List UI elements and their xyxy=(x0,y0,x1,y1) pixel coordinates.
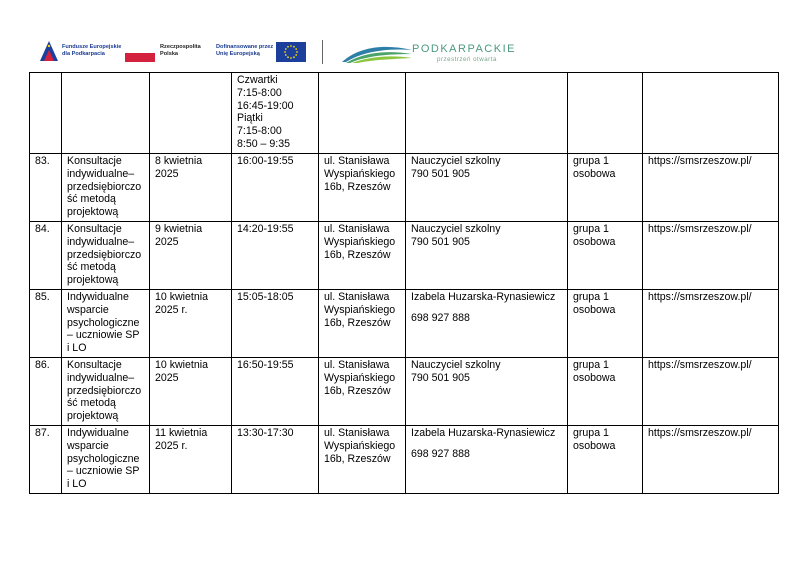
cell-time-continuation: Czwartki 7:15-8:00 16:45-19:00 Piątki 7:15-8:00 8:50 – 9:35 xyxy=(232,73,319,154)
cell-activity: Konsultacje indywidualne– przedsiębiorczo ść metodą projektową xyxy=(62,154,150,222)
cell-activity: Indywidualne wsparcie psychologiczne – uczniowie SP i LO xyxy=(62,426,150,494)
eu-funds-label: Fundusze Europejskie dla Podkarpacia xyxy=(62,44,122,57)
table-row xyxy=(30,358,779,426)
cell-group: grupa 1 osobowa xyxy=(568,426,643,494)
cell-empty xyxy=(30,73,62,154)
eu-cofinanced-label: Dofinansowane przez Unię Europejską xyxy=(216,44,274,57)
poland-label: Rzeczpospolita Polska xyxy=(160,44,201,57)
cell-time: 16:50-19:55 xyxy=(232,358,319,426)
cell-activity: Indywidualne wsparcie psychologiczne – uczniowie SP i LO xyxy=(62,290,150,358)
cell-url xyxy=(643,358,779,426)
cell-url xyxy=(643,290,779,358)
cell-date: 10 kwietnia 2025 xyxy=(150,358,232,426)
cell-time: 15:05-18:05 xyxy=(232,290,319,358)
brand-subtitle: przestrzeń otwarta xyxy=(437,56,497,63)
cell-number: 87. xyxy=(30,426,62,494)
header-divider xyxy=(322,40,323,64)
cell-contact: Nauczyciel szkolny 790 501 905 xyxy=(406,222,568,290)
cell-place: ul. Stanisława Wyspiańskiego 16b, Rzeszów xyxy=(319,222,406,290)
cell-group: grupa 1 osobowa xyxy=(568,222,643,290)
url-text: https://smsrzeszow.pl/ xyxy=(648,155,752,167)
url-text: https://smsrzeszow.pl/ xyxy=(648,291,752,303)
cell-empty xyxy=(643,73,779,154)
eu-funds-logo-icon xyxy=(40,41,58,61)
cell-time: 14:20-19:55 xyxy=(232,222,319,290)
url-text: https://smsrzeszow.pl/ xyxy=(648,427,752,439)
table-row xyxy=(30,426,779,494)
cell-contact: Izabela Huzarska-Rynasiewicz 698 927 888 xyxy=(406,290,568,358)
podkarpackie-logo-icon xyxy=(340,40,415,64)
cell-activity: Konsultacje indywidualne– przedsiębiorczo ść metodą projektową xyxy=(62,222,150,290)
cell-place: ul. Stanisława Wyspiańskiego 16b, Rzeszów xyxy=(319,426,406,494)
cell-group: grupa 1 osobowa xyxy=(568,154,643,222)
cell-date: 11 kwietnia 2025 r. xyxy=(150,426,232,494)
cell-empty xyxy=(319,73,406,154)
url-text: https://smsrzeszow.pl/ xyxy=(648,359,752,371)
logo-header xyxy=(0,0,800,72)
cell-group: grupa 1 osobowa xyxy=(568,290,643,358)
cell-activity: Konsultacje indywidualne– przedsiębiorczo ść metodą projektową xyxy=(62,358,150,426)
poland-flag-icon xyxy=(125,53,155,62)
cell-place: ul. Stanisława Wyspiańskiego 16b, Rzeszów xyxy=(319,290,406,358)
table-row-continuation xyxy=(30,73,779,154)
cell-place: ul. Stanisława Wyspiańskiego 16b, Rzeszów xyxy=(319,154,406,222)
cell-empty xyxy=(406,73,568,154)
cell-time: 13:30-17:30 xyxy=(232,426,319,494)
cell-date: 8 kwietnia 2025 xyxy=(150,154,232,222)
cell-url xyxy=(643,154,779,222)
poland-flag-white xyxy=(125,44,155,53)
url-text: https://smsrzeszow.pl/ xyxy=(648,223,752,235)
cell-number: 84. xyxy=(30,222,62,290)
brand-title: PODKARPACKIE xyxy=(412,43,516,55)
table-row xyxy=(30,222,779,290)
table-row xyxy=(30,154,779,222)
cell-number: 85. xyxy=(30,290,62,358)
cell-contact: Izabela Huzarska-Rynasiewicz 698 927 888 xyxy=(406,426,568,494)
cell-number: 86. xyxy=(30,358,62,426)
cell-time: 16:00-19:55 xyxy=(232,154,319,222)
cell-contact: Nauczyciel szkolny 790 501 905 xyxy=(406,154,568,222)
cell-empty xyxy=(62,73,150,154)
eu-flag-icon xyxy=(276,42,306,62)
cell-number: 83. xyxy=(30,154,62,222)
table-row xyxy=(30,290,779,358)
cell-date: 9 kwietnia 2025 xyxy=(150,222,232,290)
cell-group: grupa 1 osobowa xyxy=(568,358,643,426)
cell-empty xyxy=(150,73,232,154)
cell-empty xyxy=(568,73,643,154)
cell-url xyxy=(643,222,779,290)
schedule-table xyxy=(29,72,779,494)
cell-contact: Nauczyciel szkolny 790 501 905 xyxy=(406,358,568,426)
cell-place: ul. Stanisława Wyspiańskiego 16b, Rzeszów xyxy=(319,358,406,426)
cell-date: 10 kwietnia 2025 r. xyxy=(150,290,232,358)
cell-url xyxy=(643,426,779,494)
